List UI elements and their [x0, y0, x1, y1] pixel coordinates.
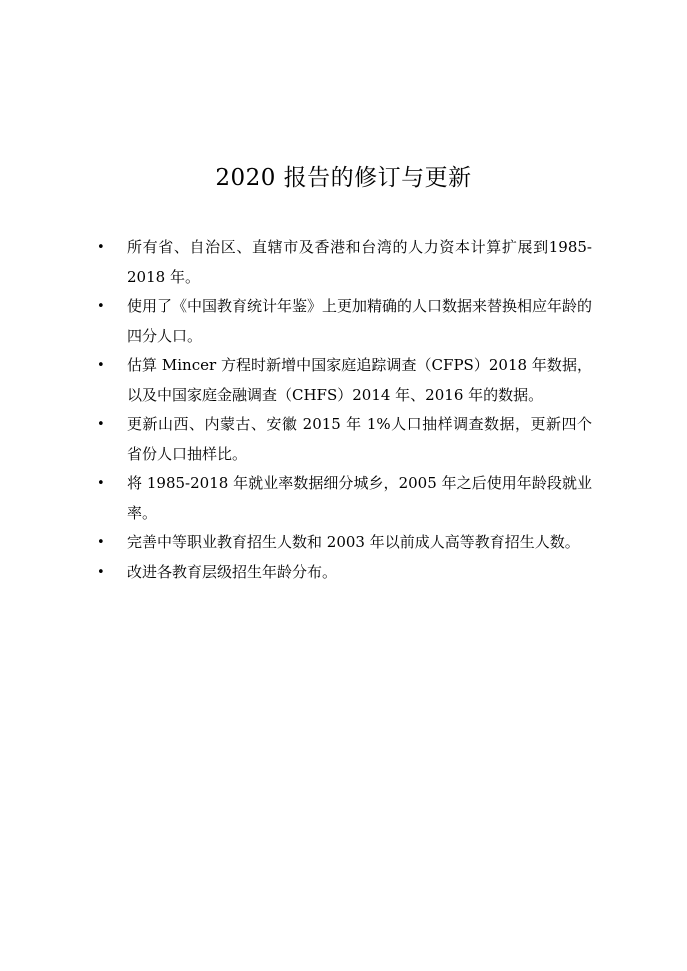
- page-title: 2020 报告的修订与更新: [215, 165, 472, 191]
- list-item-text: 将 1985-2018 年就业率数据细分城乡，2005 年之后使用年龄段就业率。: [127, 474, 592, 522]
- bullet-icon: •: [97, 417, 105, 432]
- list-item: [96, 469, 592, 528]
- list-item: [96, 410, 592, 469]
- bullet-icon: •: [97, 358, 105, 373]
- list-item: [96, 558, 592, 588]
- bullet-icon: •: [97, 240, 105, 255]
- list-item: [96, 233, 592, 292]
- list-item: [96, 351, 592, 410]
- list-item: [96, 528, 592, 558]
- bullet-icon: •: [97, 476, 105, 491]
- list-item-text: 使用了《中国教育统计年鉴》上更加精确的人口数据来替换相应年龄的四分人口。: [127, 297, 593, 345]
- list-item-text: 完善中等职业教育招生人数和 2003 年以前成人高等教育招生人数。: [127, 533, 580, 551]
- list-item-text: 改进各教育层级招生年龄分布。: [127, 562, 338, 581]
- bullet-icon: •: [97, 535, 105, 550]
- bullet-icon: •: [97, 564, 105, 580]
- revision-list: [96, 233, 592, 587]
- list-item: [96, 292, 592, 351]
- list-item-text: 估算 Mincer 方程时新增中国家庭追踪调查（CFPS）2018 年数据，以及中国家庭金融调查（CHFS）2014 年、2016 年的数据。: [127, 356, 592, 404]
- bullet-icon: •: [97, 299, 105, 314]
- list-item-text: 更新山西、内蒙古、安徽 2015 年 1%人口抽样调查数据，更新四个省份人口抽样比。: [127, 415, 592, 463]
- list-item-text: 所有省、自治区、直辖市及香港和台湾的人力资本计算扩展到1985-2018 年。: [127, 238, 592, 286]
